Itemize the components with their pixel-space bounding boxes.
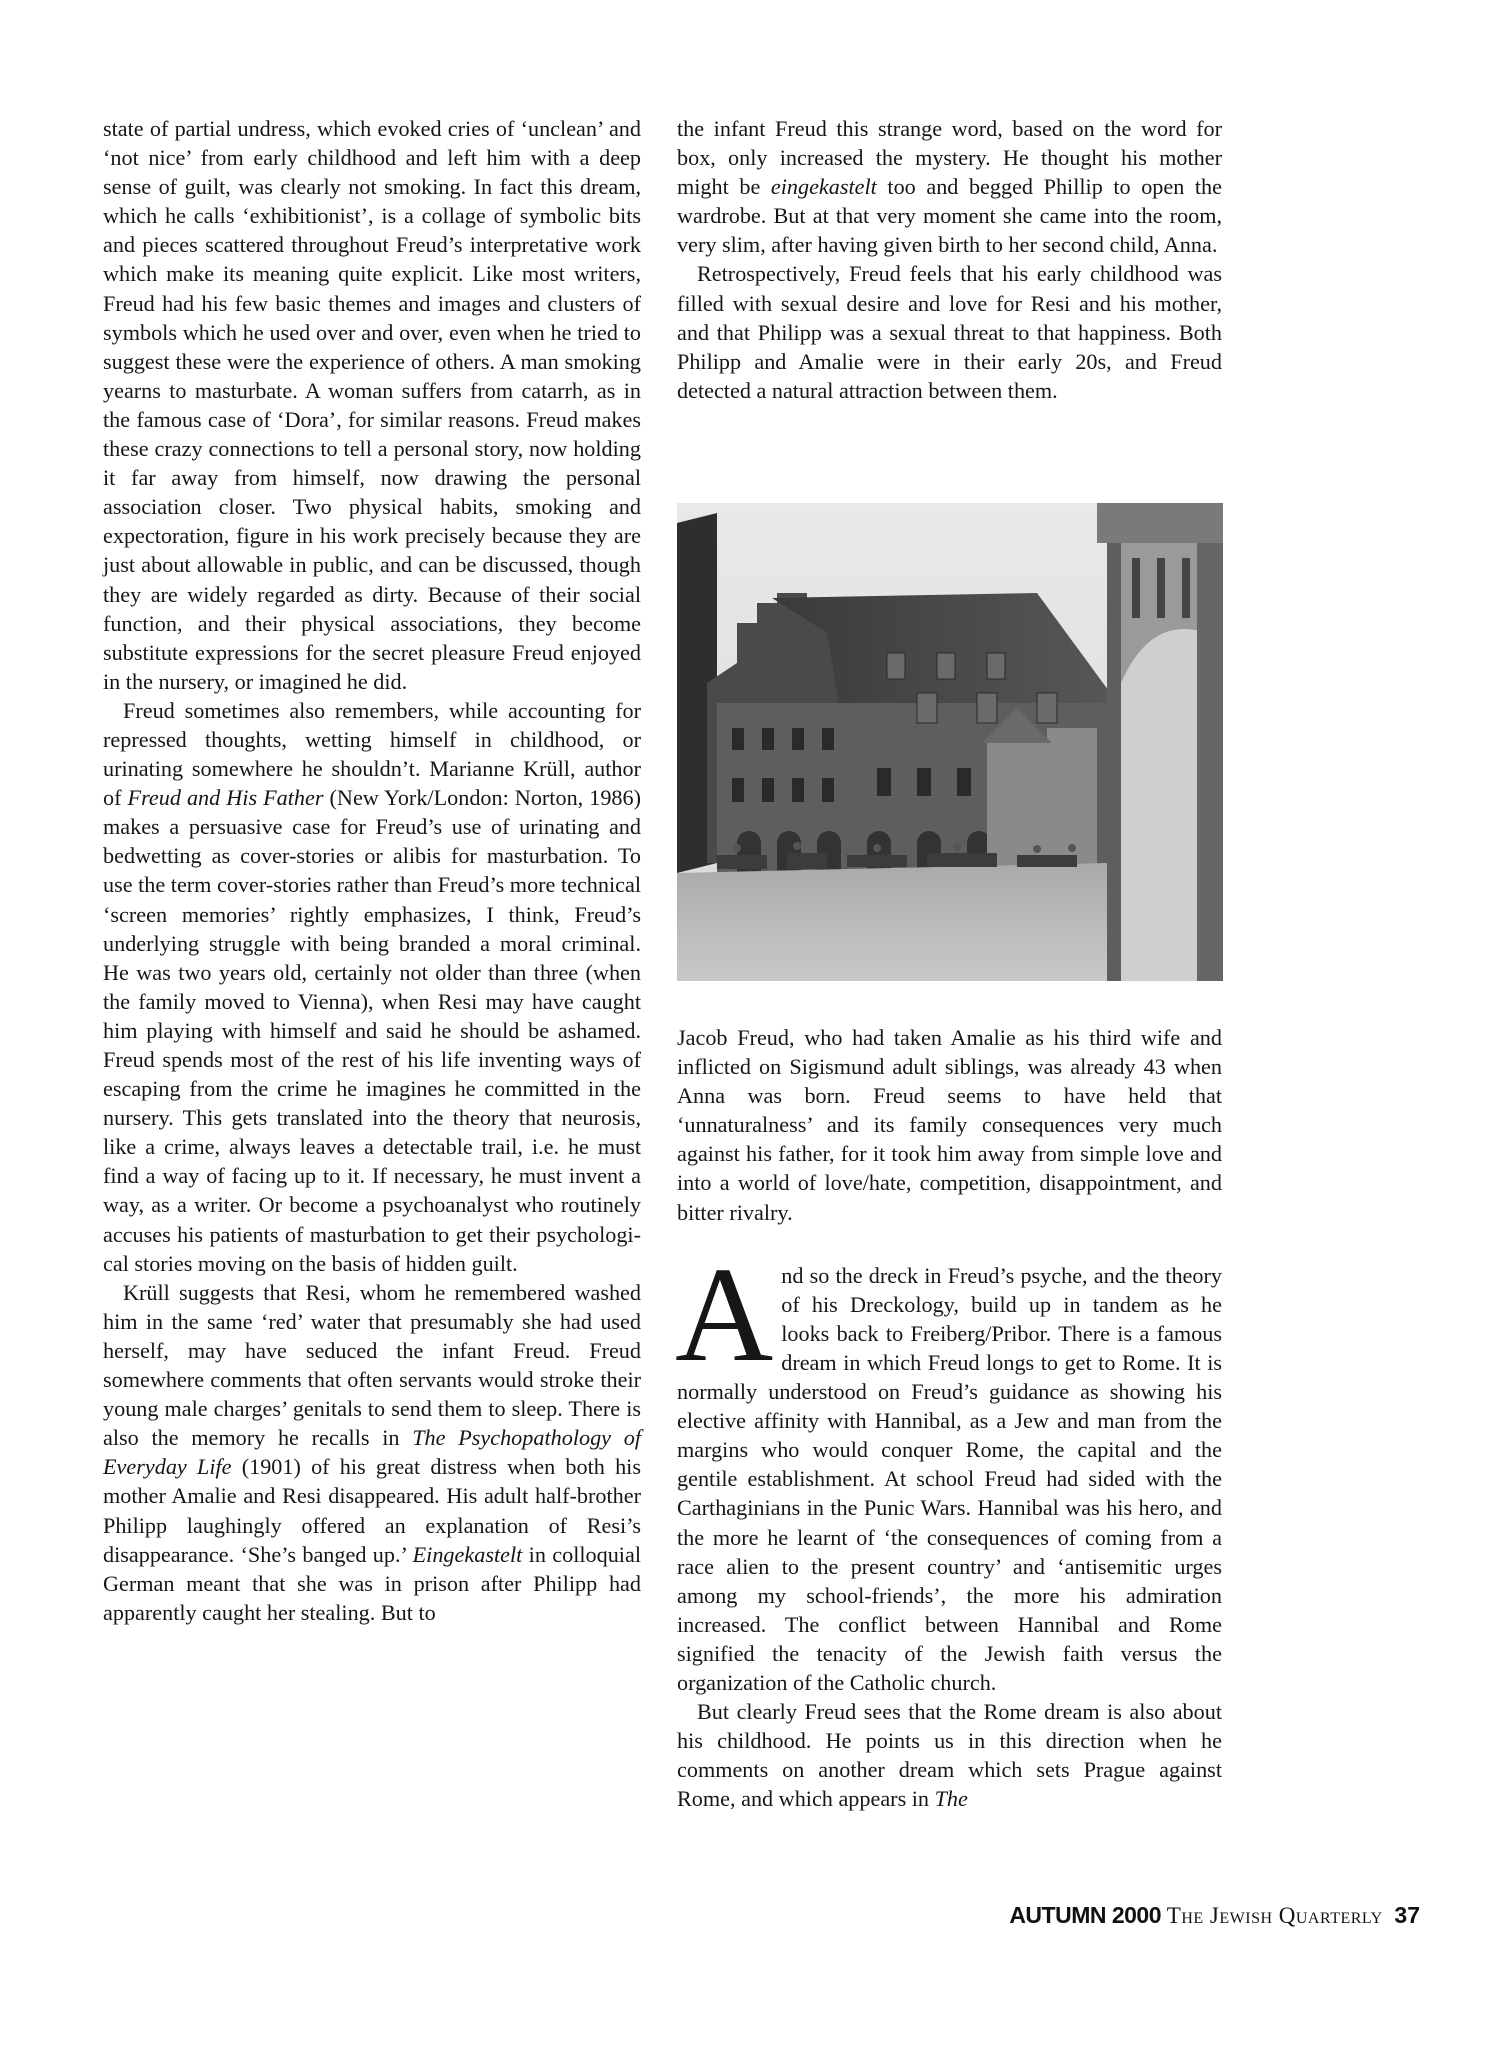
page-number: 37	[1394, 1902, 1420, 1928]
paragraph: Jacob Freud, who had taken Amalie as his third wife and inflicted on Sigismund adult siblings, was already 43 when Anna was born. Freud seems to have held that ‘unnaturalness’ and its family consequences very much against his father, for it took him away from simple love and into a world of love/hate, competition, disappointment, and bitter rivalry.	[677, 1025, 1222, 1225]
magazine-title: The Jewish Quarterly	[1166, 1903, 1383, 1928]
paragraph: But clearly Freud sees that the Rome dream is also about his childhood. He points us in this direction when he comments on another dream which sets Prague against Rome, and which appears in The	[677, 1699, 1222, 1812]
drop-cap: A	[675, 1239, 774, 1390]
paragraph: And so the dreck in Freud’s psyche, and the theory of his Dreckology, build up in tandem as he looks back to Freiberg/Pribor. There is a famous dream in which Freud longs to get to Rome. It is normally understood on Freud’s guidance as showing his elective affinity with Hannibal, as a Jew and man from the margins who would conquer Rome, the capital and the gentile establishment. At school Freud had sided with the Carthaginians in the Punic Wars. Hannibal was his hero, and the more he learnt of ‘the consequences of coming from a race alien to the present country’ and ‘antisemitic urges among my school-friends’, the more his admiration increased. The conflict between Hannibal and Rome signified the tenacity of the Jewish faith versus the organization of the Catholic church.	[675, 1239, 1222, 1695]
german-word: Eingekastelt	[412, 1541, 523, 1567]
page-footer	[1009, 1902, 1420, 1929]
paragraph: state of partial undress, which evoked cries of ‘unclean’ and ‘not nice’ from early childhood and left him with a deep sense of guilt, was clearly not smoking. In fact this dream, which he calls ‘exhibitionist’, is a collage of symbolic bits and pieces scattered throughout Freud’s interpretative work which make its meaning quite explicit. Like most writers, Freud had his few basic themes and images and clusters of symbols which he used over and over, even when he tried to suggest these were the experience of others. A man smoking yearns to masturbate. A woman suffers from catarrh, as in the famous case of ‘Dora’, for similar reasons. Freud makes these crazy connections to tell a personal story, now holding it far away from himself, now drawing the personal association closer. Two physical habits, smoking and expectoration, figure in his work precisely because they are just about allowable in public, and can be discussed, though they are widely regarded as dirty. Because of their social function, and their physical associations, they become substitute expressions for the secret pleasure Freud enjoyed in the nursery, or imagined he did.	[103, 116, 641, 694]
issue-season: AUTUMN 2000	[1009, 1902, 1162, 1928]
german-word: eingekastelt	[770, 174, 877, 200]
right-column-bottom	[677, 1023, 1222, 1813]
right-column-top	[677, 114, 1222, 405]
book-title: Freud and His Father	[127, 785, 324, 811]
paragraph: Krüll suggests that Resi, whom he remembered washed him in the same ‘red’ water that presumably she had used herself, may have seduced the infant Freud. Freud somewhere comments that often servants would stroke their young male charges’ genitals to send them to sleep. There is also the memory he recalls in The Psychopathology of Everyday Life (1901) of his great distress when both his mother Amalie and Resi disappeared. His adult half-brother Philipp laughingly offered an explanation of Resi’s disappearance. ‘She’s banged up.’ Eingekastelt in colloquial German meant that she was in prison after Philipp had apparently caught her stealing. But to	[103, 1279, 641, 1625]
left-column	[103, 114, 641, 1627]
paragraph: Retrospectively, Freud feels that his early childhood was filled with sexual desire and love for Resi and his mother, and that Philipp was a sexual threat to that happiness. Both Philipp and Amalie were in their early 20s, and Freud detected a natural attraction between them.	[677, 261, 1222, 403]
book-title: The Psychopathology of Everyday Life	[103, 1425, 641, 1480]
paragraph: Freud sometimes also remembers, while accounting for repressed thoughts, wetting himself in childhood, or urinating somewhere he shouldn’t. Marianne Krüll, author of Freud and His Father (New York/London: Norton, 1986) makes a persuasive case for Freud’s use of urinating and bedwetting as cover-stories or alibis for masturbation. To use the term cover-stories rather than Freud’s more technical ‘screen memories’ rightly emphasizes, I think, Freud’s underlying struggle with being branded a moral criminal. He was two years old, certainly not older than three (when the family moved to Vienna), when Resi may have caught him playing with himself and said he should be ashamed. Freud spends most of the rest of his life inventing ways of escaping from the crime he imagines he committed in the nursery. This gets translated into the theory that neurosis, like a crime, always leaves a detectable trail, i.e. he must find a way of facing up to it. If necessary, he must invent a way, as a writer. Or become a psychoanalyst who routinely accuses his patients of masturbation to get their psychological stories moving on the basis of hidden guilt.	[103, 697, 642, 1276]
paragraph: the infant Freud this strange word, based on the word for box, only increased the mystery. He thought his mother might be eingekastelt too and begged Phillip to open the wardrobe. But at that very moment she came into the room, very slim, after having given birth to her second child, Anna.	[677, 116, 1223, 258]
book-title: The	[934, 1786, 968, 1812]
town-square-photo	[677, 503, 1223, 981]
